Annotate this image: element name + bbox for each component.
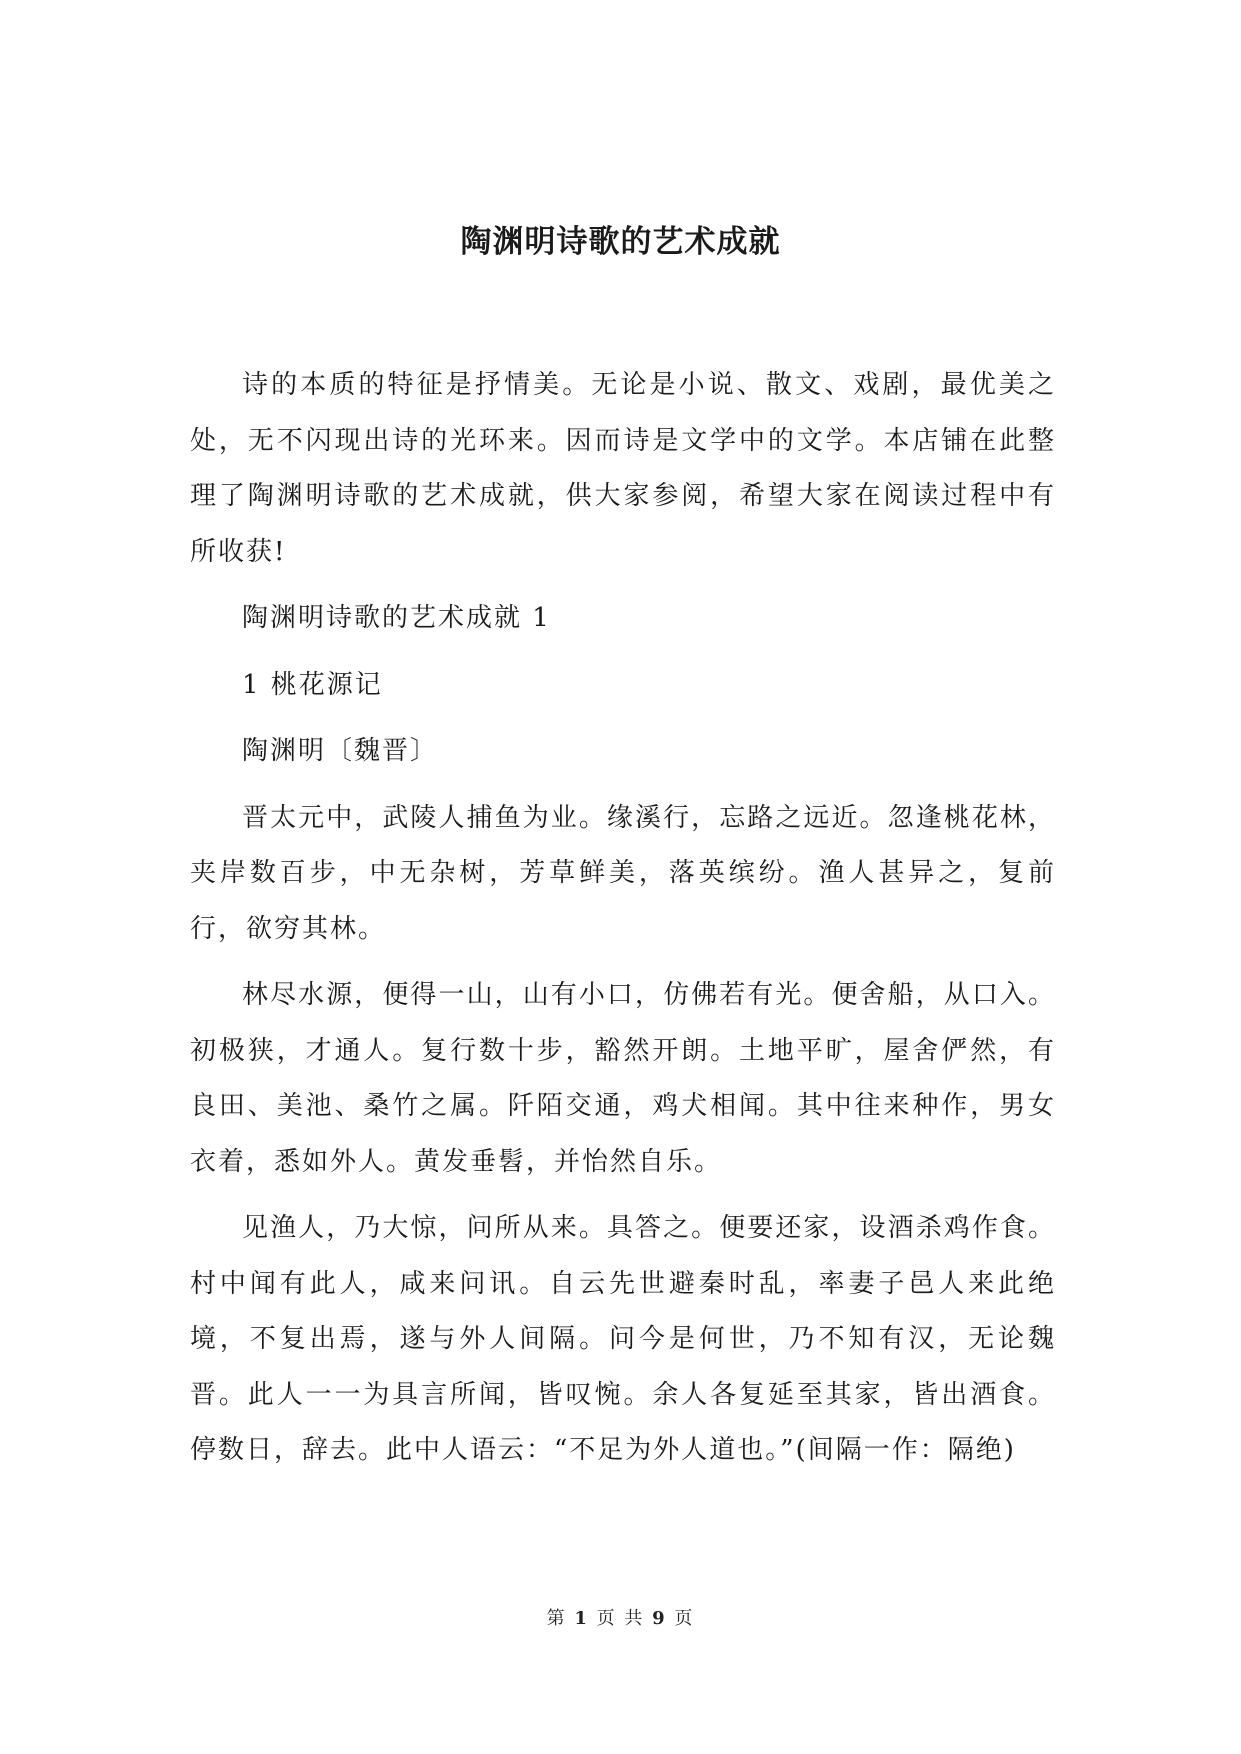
document-body [190,358,1056,1490]
footer-total-pages: 9 [652,1608,667,1629]
paragraph-text: 林尽水源，便得一山，山有小口，仿佛若有光。便舍船，从口入。初极狭，才通人。复行数十步，豁然开朗。土地平旷，屋舍俨然，有良田、美池、桑竹之属。阡陌交通，鸡犬相闻。其中往来种作，男女衣着，悉如外人。黄发垂髫，并怡然自乐。 [190,980,1056,1177]
footer-prefix: 第 [546,1608,567,1629]
paragraph-text: 晋太元中，武陵人捕鱼为业。缘溪行，忘路之远近。忽逢桃花林，夹岸数百步，中无杂树，芳草鲜美，落英缤纷。渔人甚异之，复前行，欲穷其林。 [190,802,1056,944]
section-heading: 陶渊明诗歌的艺术成就 1 [242,603,551,633]
paragraph-text: 见渔人，乃大惊，问所从来。具答之。便要还家，设酒杀鸡作食。村中闻有此人，咸来问讯。自云先世避秦时乱，率妻子邑人来此绝境，不复出焉，遂与外人间隔。问今是何世，乃不知有汉，无论魏晋。此人一一为具言所闻，皆叹惋。余人各复延至其家，皆出酒食。停数日，辞去。此中人语云：“不足为外人道也。”(间隔一作：隔绝) [190,1213,1056,1465]
page-footer [0,1604,1241,1630]
document-title: 陶渊明诗歌的艺术成就 [460,224,781,260]
footer-middle: 页 共 [596,1608,645,1629]
footer-current-page: 1 [574,1608,589,1629]
footer-suffix: 页 [674,1608,695,1629]
poem-author: 陶渊明〔魏晋〕 [242,736,439,766]
poem-title: 1 桃花源记 [242,669,383,700]
paragraph-intro: 诗的本质的特征是抒情美。无论是小说、散文、戏剧，最优美之处，无不闪现出诗的光环来。因而诗是文学中的文学。本店铺在此整理了陶渊明诗歌的艺术成就，供大家参阅，希望大家在阅读过程中有所收获! [190,370,1056,567]
